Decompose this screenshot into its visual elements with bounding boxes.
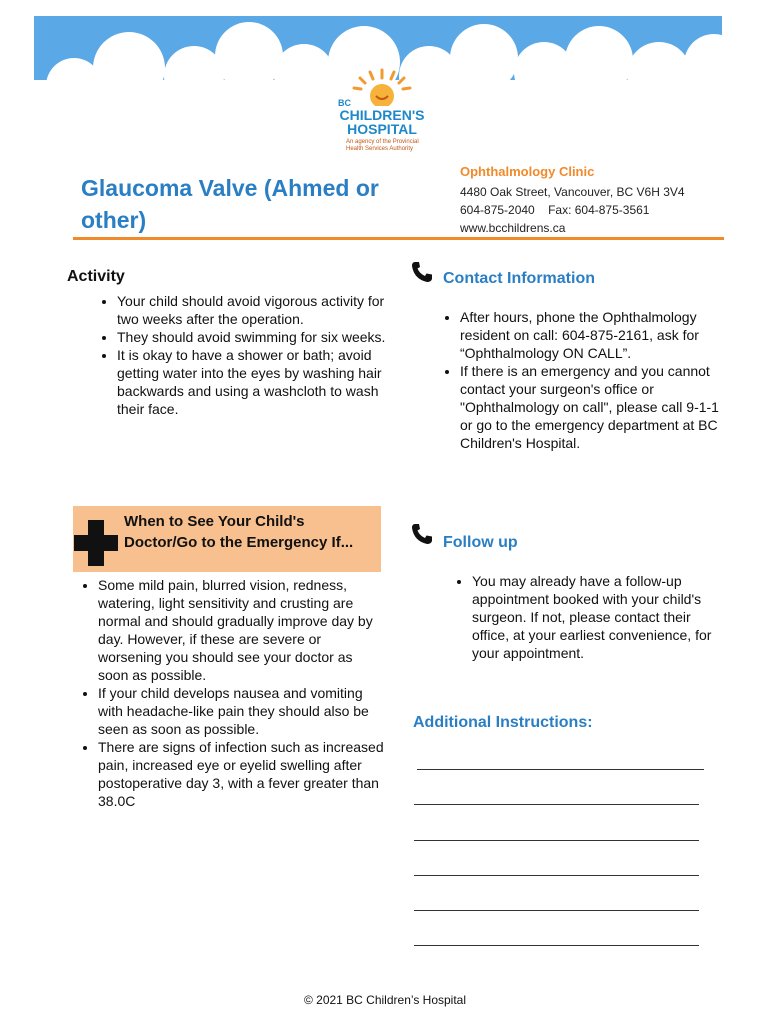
logo-childrens: CHILDREN'S [339, 107, 425, 123]
activity-list [67, 292, 387, 418]
emergency-heading: When to See Your Child's Doctor/Go to the Emergency If... [124, 513, 354, 551]
bc-childrens-hospital-logo [334, 66, 430, 158]
list-item: • Your child should avoid vigorous activity for two weeks after the operation. [117, 292, 387, 328]
list-item: • They should avoid swimming for six weeks. [117, 328, 387, 346]
list-item: • There are signs of infection such as increased pain, increased eye or eyelid swelling after postoperative day 3, with a fever greater than 38.0C [98, 738, 385, 810]
list-item: • After hours, phone the Ophthalmology resident on call: 604-875-2161, ask for “Ophthalmology ON CALL”. [460, 308, 732, 362]
contact-section [412, 308, 732, 452]
activity-heading: Activity [67, 268, 125, 285]
clinic-phone-fax: 604-875-2040 Fax: 604-875-3561 [460, 203, 650, 217]
emergency-list [50, 576, 385, 810]
clinic-info [460, 163, 750, 237]
footer-copyright: © 2021 BC Children’s Hospital [303, 993, 467, 1007]
logo-hospital: HOSPITAL [347, 121, 417, 137]
list-item: • Some mild pain, blurred vision, redness, watering, light sensitivity and crusting are normal and should gradually improve day by day. However, if these are severe or worsening you should see your doctor as soon as possible. [98, 576, 385, 684]
phone-icon [410, 260, 434, 284]
writing-line[interactable] [414, 945, 699, 946]
list-item: • If your child develops nausea and vomiting with headache-like pain they should also be seen as soon as possible. [98, 684, 385, 738]
contact-list [412, 308, 732, 452]
list-item: • You may already have a follow-up appointment booked with your child's surgeon. If not, please contact their office, at your earliest convenience, for your appointment. [472, 572, 724, 662]
writing-line[interactable] [414, 840, 699, 841]
clinic-name: Ophthalmology Clinic [460, 164, 595, 179]
emergency-section [50, 576, 385, 810]
list-item: • If there is an emergency and you cannot contact your surgeon's office or "Ophthalmology on call", please call 9-1-1 or go to the emergency department at BC Children's Hospital. [460, 362, 732, 452]
writing-line[interactable] [414, 875, 699, 876]
additional-instructions-heading: Additional Instructions: [413, 714, 593, 731]
clinic-website: www.bcchildrens.ca [460, 221, 566, 235]
phone-icon [410, 522, 434, 546]
medical-cross-icon [73, 518, 119, 568]
clinic-address: 4480 Oak Street, Vancouver, BC V6H 3V4 [460, 185, 685, 199]
followup-section [424, 572, 724, 662]
writing-line[interactable] [417, 769, 704, 770]
logo-tagline-1: An agency of the Provincial [346, 139, 419, 145]
followup-list [424, 572, 724, 662]
contact-heading: Contact Information [443, 270, 595, 287]
logo-bc: BC [338, 98, 351, 108]
page-title: Glaucoma Valve (Ahmed or other) [81, 175, 379, 233]
activity-section [67, 268, 387, 418]
list-item: • It is okay to have a shower or bath; avoid getting water into the eyes by washing hair backwards and using a washcloth to wash their face. [117, 346, 387, 418]
logo-tagline-2: Health Services Authority [346, 146, 414, 152]
writing-line[interactable] [414, 804, 699, 805]
header-divider [73, 237, 724, 240]
writing-line[interactable] [414, 910, 699, 911]
followup-heading: Follow up [443, 534, 518, 551]
